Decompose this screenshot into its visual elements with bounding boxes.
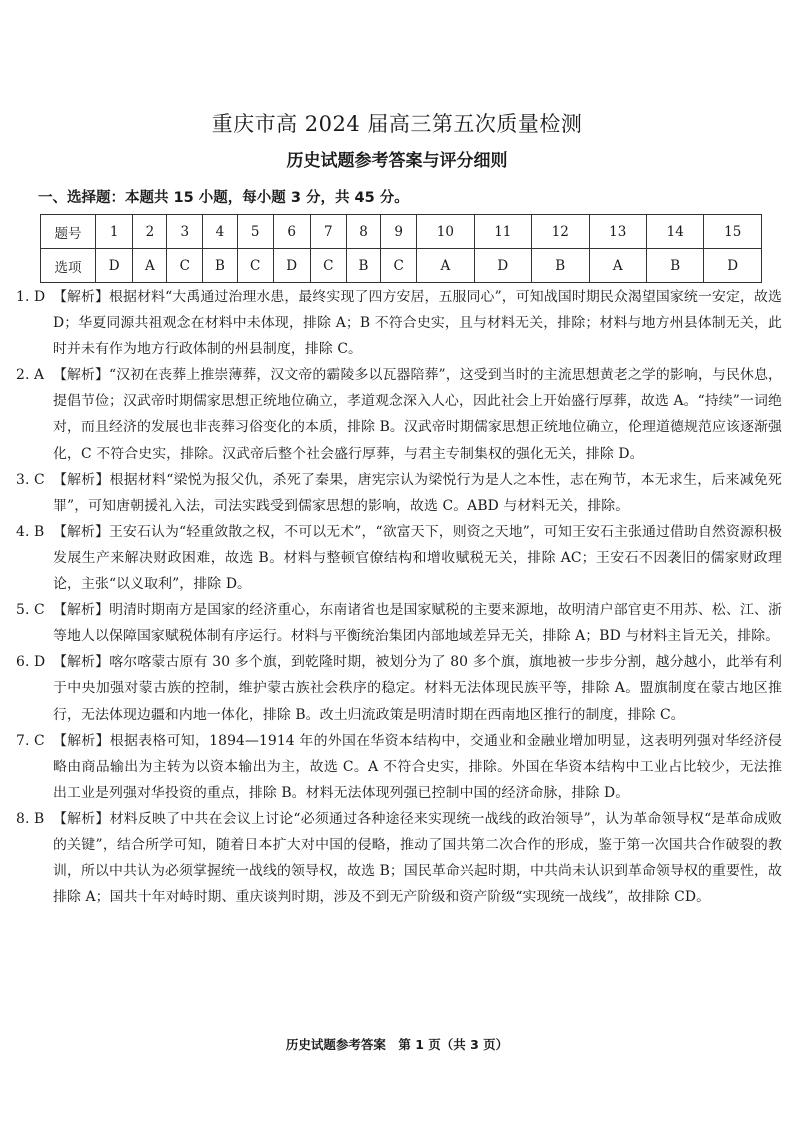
explanation-text: 【解析】“汉初在丧葬上推崇薄葬，汉文帝的霸陵多以瓦器陪葬”，这受到当时的主流思想黄老之学的影响，与民休息，提倡节俭；汉武帝时期儒家思想正统地位确立，孝道观念深入人心，因此社会上开始盛行厚葬，故选 A。“持续”一词绝对，而且经济的发展也非丧葬习俗变化的本质，排除 B。汉武帝时期儒家思想正统地位确立，伦理道德规范应该逐渐强化，C 不符合史实，排除。汉武帝后整个社会盛行厚葬，与君主专制集权的强化无关，排除 D。 <box>53 367 782 462</box>
question-number-cell: 11 <box>474 215 531 249</box>
answer-cell: D <box>474 249 531 283</box>
answer-cell: B <box>646 249 703 283</box>
question-label: 2. A <box>16 367 45 384</box>
question-number-cell: 9 <box>381 215 417 249</box>
explanation-text: 【解析】王安石认为“轻重敛散之权，不可以无术”，“欲富天下，则资之天地”，可知王安石主张通过借助自然资源积极发展生产来解决财政困难，故选 B。材料与整顿官僚结构和增收赋税无关，排除 AC；王安石不因袭旧的儒家财政理论，主张“以义取利”，排除 D。 <box>53 523 782 593</box>
answer-cell: C <box>167 249 203 283</box>
answer-cell: C <box>237 249 273 283</box>
explanation-item <box>16 649 782 727</box>
question-label: 5. C <box>16 602 45 619</box>
answer-cell: D <box>96 249 133 283</box>
question-number-cell: 4 <box>203 215 238 249</box>
question-label: 3. C <box>16 471 45 488</box>
answer-cell: B <box>346 249 381 283</box>
explanation-item <box>16 284 782 362</box>
answer-table <box>40 214 762 283</box>
question-number-cell: 15 <box>704 215 762 249</box>
section-heading: 一、选择题：本题共 15 小题，每小题 3 分，共 45 分。 <box>38 190 409 206</box>
page-footer: 历史试题参考答案 第 1 页（共 3 页） <box>285 1037 509 1052</box>
question-label: 1. D <box>16 289 46 305</box>
explanation-text: 【解析】根据材料“大禹通过治理水患，最终实现了四方安居，五服同心”，可知战国时期民众渴望国家统一安定，故选 D；华夏同源共祖观念在材料中未体现，排除 A；B 不符合史实，且与材料无关，排除；材料与地方州县体制无关，此时并未有作为地方行政体制的州县制度，排除 C。 <box>53 289 782 358</box>
row-label-number: 题号 <box>41 215 96 249</box>
answer-cell: B <box>203 249 238 283</box>
explanation-item <box>16 806 782 910</box>
explanation-item <box>16 519 782 597</box>
question-label: 7. C <box>16 732 45 749</box>
answer-cell: C <box>310 249 346 283</box>
explanations-list <box>16 284 782 910</box>
question-number-cell: 13 <box>589 215 646 249</box>
page-title: 重庆市高 2024 届高三第五次质量检测 <box>211 112 583 136</box>
question-number-cell: 1 <box>96 215 133 249</box>
explanation-text: 【解析】喀尔喀蒙古原有 30 多个旗，到乾隆时期，被划分为了 80 多个旗，旗地被一步步分割，越分越小，此举有利于中央加强对蒙古族的控制，维护蒙古族社会秩序的稳定。材料无法体现民族平等，排除 A。盟旗制度在蒙古地区推行，无法体现边疆和内地一体化，排除 B。改土归流政策是明清时期在西南地区推行的制度，排除 C。 <box>53 654 782 723</box>
explanation-item <box>16 362 782 466</box>
answer-table-number-row <box>41 215 762 249</box>
answer-table-answer-row <box>41 249 762 283</box>
question-number-cell: 10 <box>417 215 474 249</box>
explanation-text: 【解析】明清时期南方是国家的经济重心，东南诸省也是国家赋税的主要来源地，故明清户部官吏不用苏、松、江、浙等地人以保障国家赋税体制有序运行。材料与平衡统治集团内部地域差异无关，排除 A；BD 与材料主旨无关，排除。 <box>53 602 782 645</box>
answer-cell: A <box>417 249 474 283</box>
page-subtitle: 历史试题参考答案与评分细则 <box>286 151 508 171</box>
explanation-text: 【解析】材料反映了中共在会议上讨论“必须通过各种途径来实现统一战线的政治领导”，认为革命领导权“是革命成败的关键”，结合所学可知，随着日本扩大对中国的侵略，推动了国共第二次合作的形成，鉴于第一次国共合作破裂的教训，所以中共认为必须掌握统一战线的领导权，故选 B；国民革命兴起时期，中共尚未认识到革命领导权的重要性，故排除 A；国共十年对峙时期、重庆谈判时期，涉及不到无产阶级和资产阶级“实现统一战线”，故排除 CD。 <box>53 810 782 906</box>
explanation-text: 【解析】根据材料“梁悦为报父仇，杀死了秦果，唐宪宗认为梁悦行为是人之本性，志在殉节，本无求生，后来减免死罪”，可知唐朝援礼入法，司法实践受到儒家思想的影响，故选 C。ABD 与材料无关，排除。 <box>53 471 782 514</box>
explanation-item <box>16 467 782 519</box>
answer-cell: B <box>532 249 589 283</box>
question-number-cell: 12 <box>532 215 589 249</box>
explanation-item <box>16 597 782 649</box>
question-number-cell: 6 <box>273 215 310 249</box>
answer-cell: C <box>381 249 417 283</box>
question-number-cell: 5 <box>237 215 273 249</box>
answer-cell: D <box>273 249 310 283</box>
question-label: 6. D <box>16 654 46 671</box>
answer-cell: A <box>589 249 646 283</box>
question-label: 8. B <box>16 810 45 827</box>
question-number-cell: 7 <box>310 215 346 249</box>
explanation-text: 【解析】根据表格可知，1894—1914 年的外国在华资本结构中，交通业和金融业增加明显，这表明列强对华经济侵略由商品输出为主转为以资本输出为主，故选 C。A 不符合史实，排除。外国在华资本结构中工业占比较少，无法推出工业是列强对华投资的重点，排除 B。材料无法体现列强已控制中国的经济命脉，排除 D。 <box>53 732 782 801</box>
answer-cell: D <box>704 249 762 283</box>
row-label-answer: 选项 <box>41 249 96 283</box>
question-number-cell: 14 <box>646 215 703 249</box>
explanation-item <box>16 728 782 806</box>
question-number-cell: 2 <box>133 215 167 249</box>
question-label: 4. B <box>16 523 45 540</box>
answer-cell: A <box>133 249 167 283</box>
question-number-cell: 8 <box>346 215 381 249</box>
question-number-cell: 3 <box>167 215 203 249</box>
